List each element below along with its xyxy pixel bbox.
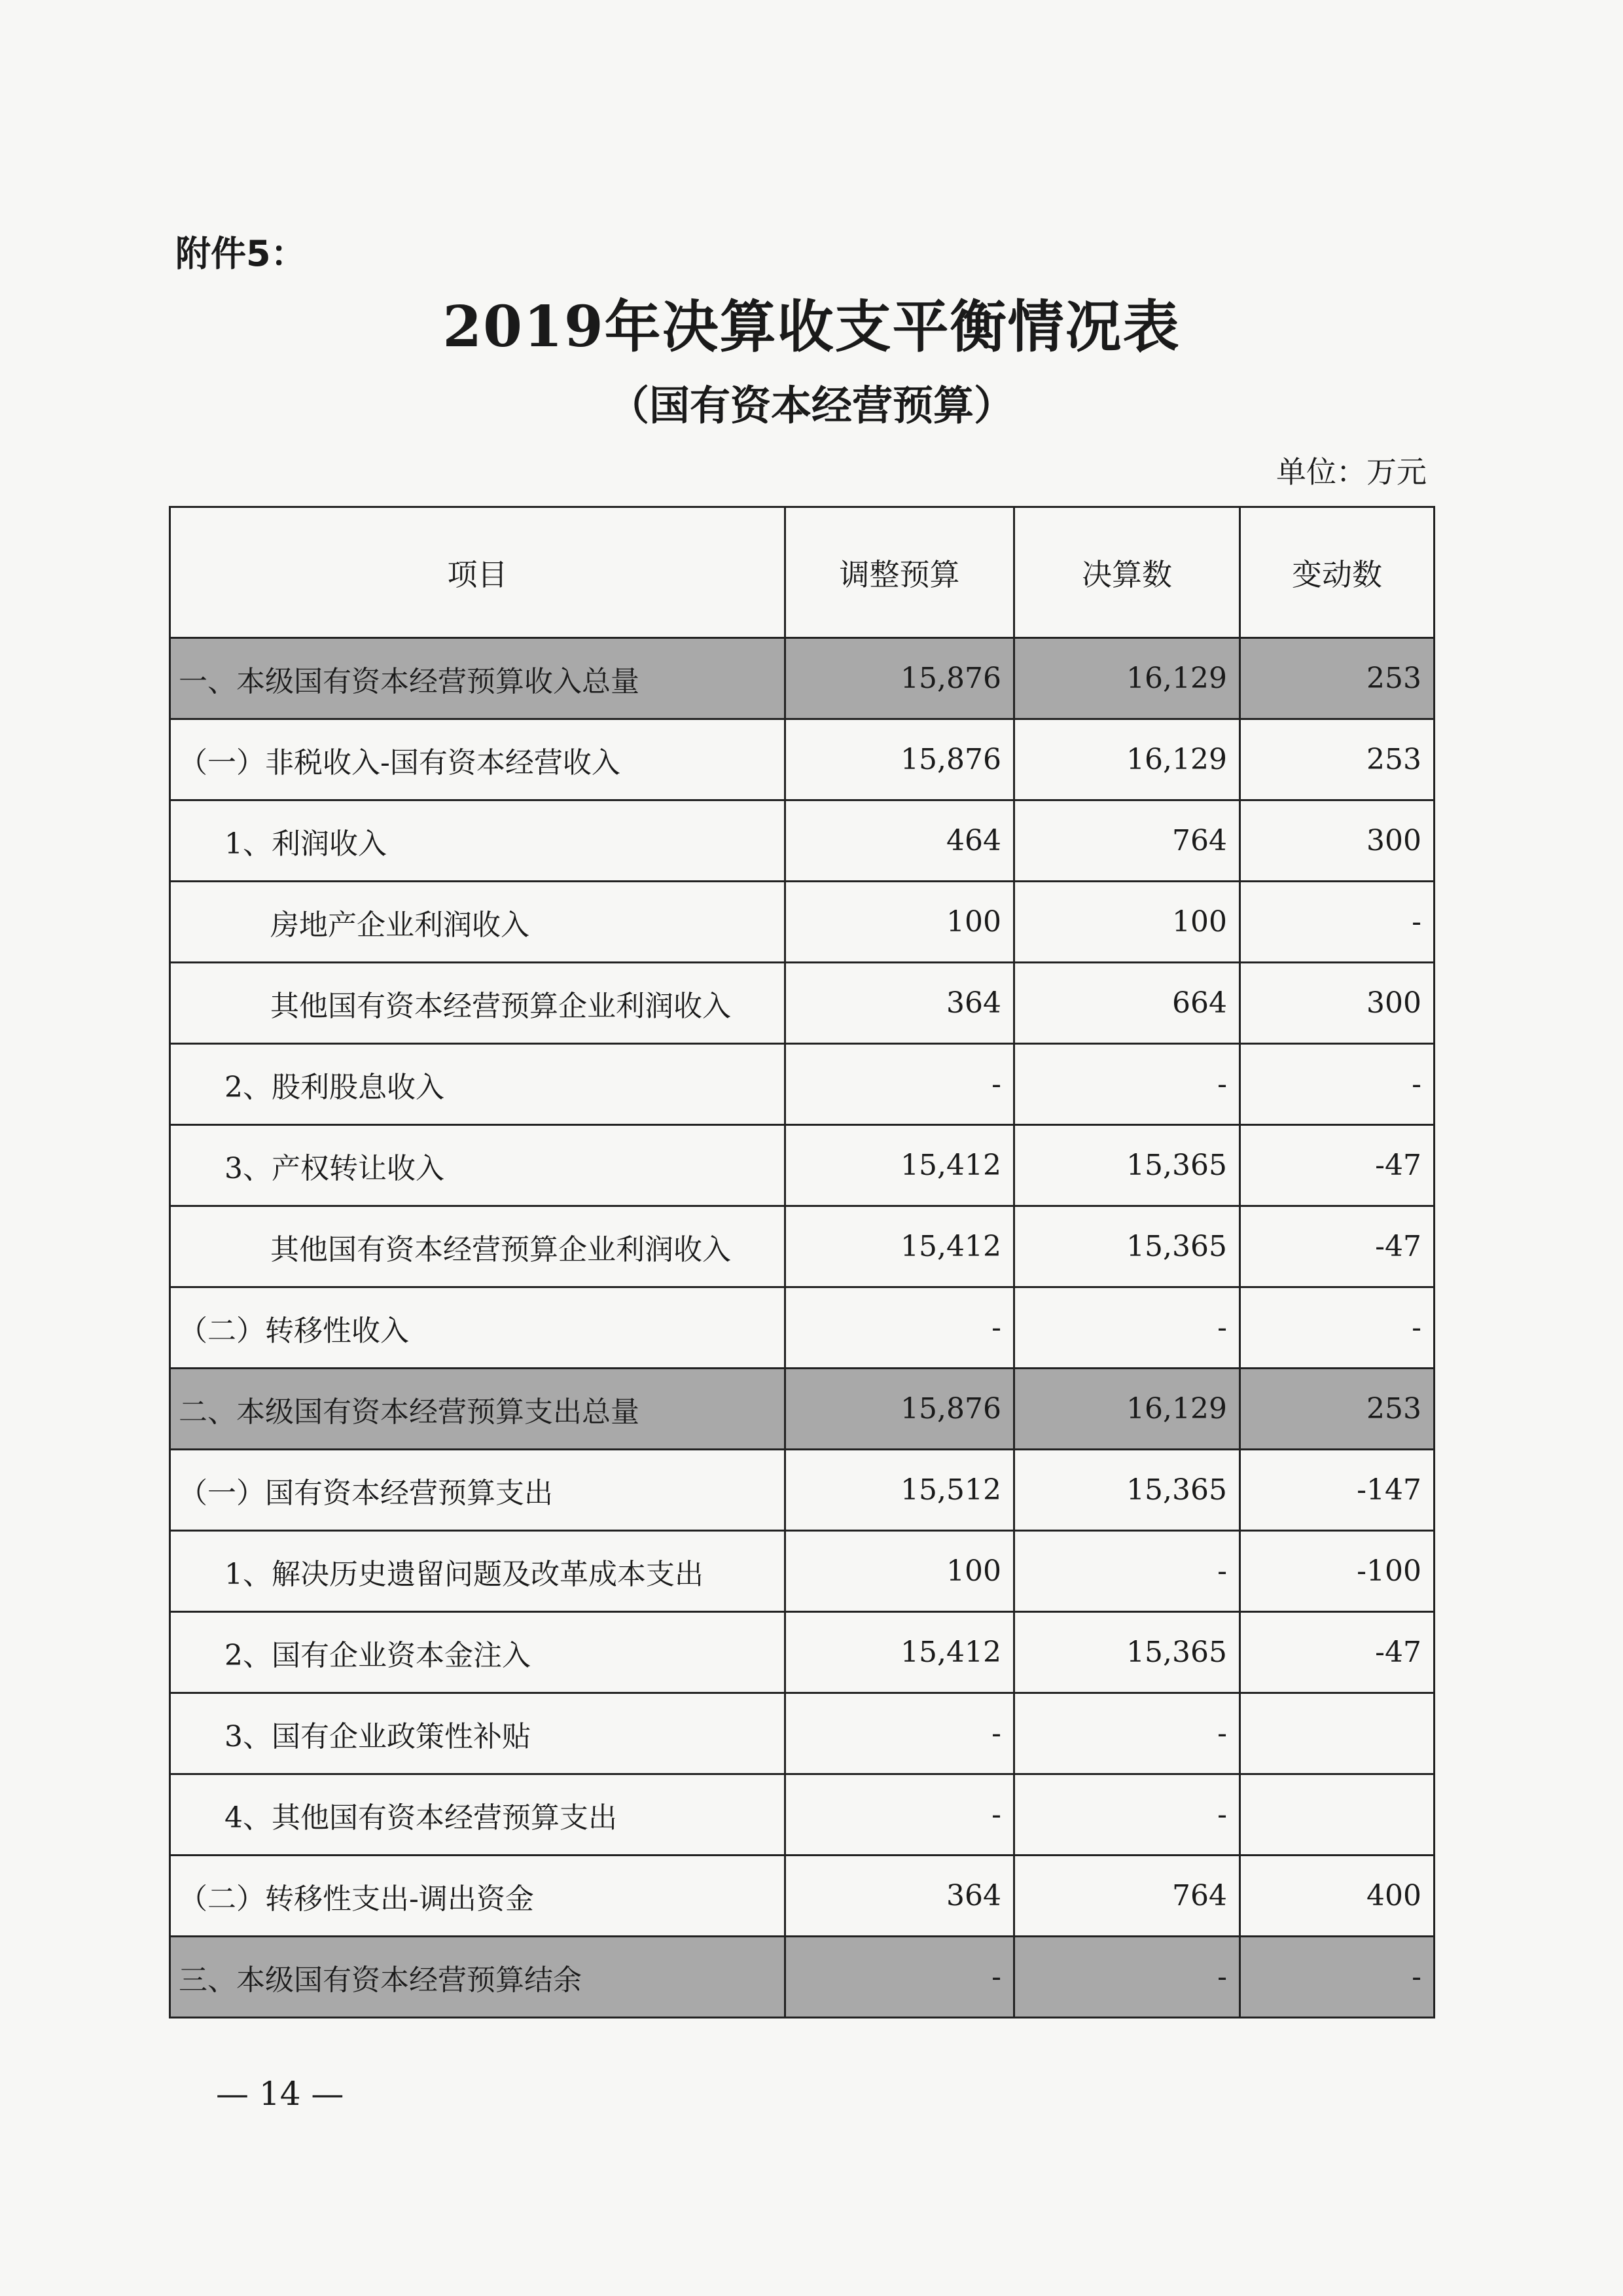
row-change-cell: - <box>1240 1937 1435 2018</box>
row-adjusted-cell: - <box>785 1937 1014 2018</box>
row-item-cell: （二）转移性支出-调出资金 <box>170 1856 785 1937</box>
table-row <box>170 638 1435 719</box>
row-adjusted-cell: 15,876 <box>785 638 1014 719</box>
row-adjusted-cell: - <box>785 1287 1014 1369</box>
row-final-cell: 664 <box>1014 963 1240 1044</box>
row-final-cell: 16,129 <box>1014 1369 1240 1450</box>
row-change-cell: 253 <box>1240 638 1435 719</box>
row-change-cell: - <box>1240 1287 1435 1369</box>
row-item-cell: 4、其他国有资本经营预算支出 <box>170 1774 785 1856</box>
row-adjusted-cell: - <box>785 1044 1014 1125</box>
row-change-cell: 300 <box>1240 800 1435 882</box>
row-final-cell: - <box>1014 1937 1240 2018</box>
table-row <box>170 719 1435 800</box>
row-change-cell: - <box>1240 882 1435 963</box>
header-item: 项目 <box>170 507 785 638</box>
table-row <box>170 1450 1435 1531</box>
row-change-cell: 400 <box>1240 1856 1435 1937</box>
row-adjusted-cell: 364 <box>785 963 1014 1044</box>
table-row <box>170 882 1435 963</box>
page-number: — 14 — <box>216 2075 344 2113</box>
table-row <box>170 1044 1435 1125</box>
row-final-cell: - <box>1014 1044 1240 1125</box>
row-adjusted-cell: 15,876 <box>785 1369 1014 1450</box>
table-row <box>170 1287 1435 1369</box>
table-row <box>170 1774 1435 1856</box>
row-adjusted-cell: 15,412 <box>785 1612 1014 1693</box>
row-final-cell: 16,129 <box>1014 719 1240 800</box>
row-final-cell: 15,365 <box>1014 1206 1240 1287</box>
row-item-cell: 三、本级国有资本经营预算结余 <box>170 1937 785 2018</box>
row-change-cell: -100 <box>1240 1531 1435 1612</box>
row-adjusted-cell: - <box>785 1774 1014 1856</box>
table-row <box>170 1531 1435 1612</box>
table-row <box>170 963 1435 1044</box>
row-change-cell: -147 <box>1240 1450 1435 1531</box>
row-item-cell: 一、本级国有资本经营预算收入总量 <box>170 638 785 719</box>
attachment-label: 附件5： <box>175 233 306 274</box>
row-change-cell: -47 <box>1240 1206 1435 1287</box>
row-item-cell: 2、国有企业资本金注入 <box>170 1612 785 1693</box>
row-adjusted-cell: 100 <box>785 882 1014 963</box>
row-item-cell: 3、产权转让收入 <box>170 1125 785 1206</box>
row-final-cell: - <box>1014 1774 1240 1856</box>
row-change-cell <box>1240 1774 1435 1856</box>
row-adjusted-cell: - <box>785 1693 1014 1774</box>
row-final-cell: - <box>1014 1531 1240 1612</box>
row-final-cell: 15,365 <box>1014 1125 1240 1206</box>
row-item-cell: 二、本级国有资本经营预算支出总量 <box>170 1369 785 1450</box>
row-adjusted-cell: 15,512 <box>785 1450 1014 1531</box>
row-item-cell: 1、利润收入 <box>170 800 785 882</box>
row-adjusted-cell: 15,412 <box>785 1206 1014 1287</box>
row-final-cell: 100 <box>1014 882 1240 963</box>
row-final-cell: 15,365 <box>1014 1450 1240 1531</box>
budget-balance-table <box>169 506 1435 2018</box>
header-adjusted-budget: 调整预算 <box>785 507 1014 638</box>
row-final-cell: 15,365 <box>1014 1612 1240 1693</box>
row-change-cell: -47 <box>1240 1125 1435 1206</box>
table-row <box>170 1369 1435 1450</box>
row-change-cell: - <box>1240 1044 1435 1125</box>
table-row <box>170 1612 1435 1693</box>
row-adjusted-cell: 100 <box>785 1531 1014 1612</box>
table-row <box>170 1856 1435 1937</box>
row-final-cell: 16,129 <box>1014 638 1240 719</box>
row-item-cell: 3、国有企业政策性补贴 <box>170 1693 785 1774</box>
row-change-cell: 300 <box>1240 963 1435 1044</box>
row-final-cell: 764 <box>1014 1856 1240 1937</box>
row-item-cell: （二）转移性收入 <box>170 1287 785 1369</box>
row-item-cell: 其他国有资本经营预算企业利润收入 <box>170 963 785 1044</box>
row-item-cell: 1、解决历史遗留问题及改革成本支出 <box>170 1531 785 1612</box>
table-row <box>170 1125 1435 1206</box>
row-final-cell: - <box>1014 1693 1240 1774</box>
row-item-cell: （一）非税收入-国有资本经营收入 <box>170 719 785 800</box>
row-item-cell: 2、股利股息收入 <box>170 1044 785 1125</box>
row-final-cell: - <box>1014 1287 1240 1369</box>
table-row <box>170 800 1435 882</box>
table-header-row <box>170 507 1435 638</box>
document-subtitle: （国有资本经营预算） <box>608 382 1014 429</box>
row-item-cell: 其他国有资本经营预算企业利润收入 <box>170 1206 785 1287</box>
table-row <box>170 1937 1435 2018</box>
unit-label: 单位：万元 <box>1276 454 1427 490</box>
row-change-cell: -47 <box>1240 1612 1435 1693</box>
row-change-cell: 253 <box>1240 719 1435 800</box>
table-row <box>170 1693 1435 1774</box>
header-final-amount: 决算数 <box>1014 507 1240 638</box>
row-adjusted-cell: 464 <box>785 800 1014 882</box>
header-change-amount: 变动数 <box>1240 507 1435 638</box>
row-final-cell: 764 <box>1014 800 1240 882</box>
row-adjusted-cell: 364 <box>785 1856 1014 1937</box>
row-adjusted-cell: 15,412 <box>785 1125 1014 1206</box>
document-title: 2019年决算收支平衡情况表 <box>442 294 1181 360</box>
row-item-cell: （一）国有资本经营预算支出 <box>170 1450 785 1531</box>
row-adjusted-cell: 15,876 <box>785 719 1014 800</box>
row-item-cell: 房地产企业利润收入 <box>170 882 785 963</box>
table-body <box>170 638 1435 2018</box>
row-change-cell <box>1240 1693 1435 1774</box>
table-row <box>170 1206 1435 1287</box>
row-change-cell: 253 <box>1240 1369 1435 1450</box>
